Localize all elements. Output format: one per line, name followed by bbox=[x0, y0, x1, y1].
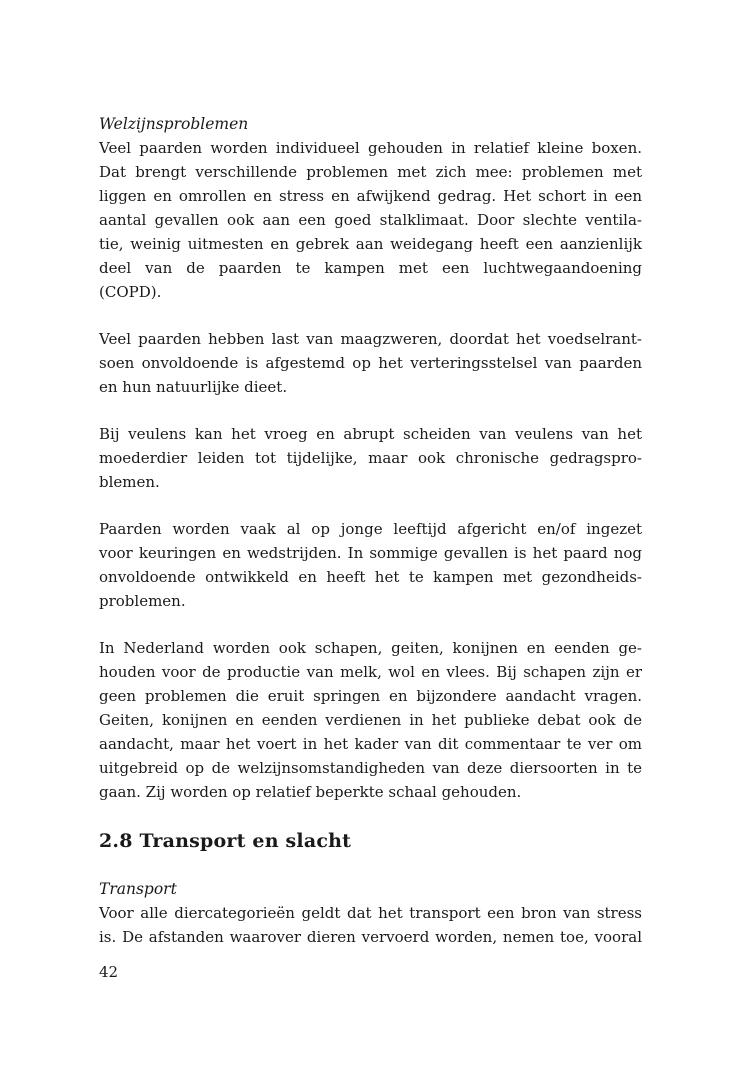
text-line: moederdier leiden tot tijdelijke, maar ook chronische gedragspro- bbox=[99, 449, 642, 467]
text-line: tie, weinig uitmesten en gebrek aan weidegang heeft een aanzienlijk bbox=[99, 235, 642, 253]
text-line: Bij veulens kan het vroeg en abrupt scheiden van veulens van het bbox=[99, 425, 642, 443]
paragraph-housing-problems bbox=[99, 136, 642, 304]
text-line: deel van de paarden te kampen met een luchtwegaandoening bbox=[99, 259, 642, 277]
text-line: Voor alle diercategorieën geldt dat het transport een bron van stress bbox=[99, 904, 642, 922]
text-line: Geiten, konijnen en eenden verdienen in het publieke debat ook de bbox=[99, 711, 642, 729]
text-line: aandacht, maar het voert in het kader van dit commentaar te ver om bbox=[99, 735, 642, 753]
text-line: problemen. bbox=[99, 592, 186, 610]
text-line: en hun natuurlijke dieet. bbox=[99, 378, 288, 396]
paragraph-foal-weaning bbox=[99, 422, 642, 494]
text-line: gaan. Zij worden op relatief beperkte schaal gehouden. bbox=[99, 783, 522, 801]
paragraph-young-training bbox=[99, 517, 642, 613]
text-line: houden voor de productie van melk, wol en vlees. Bij schapen zijn er bbox=[99, 663, 642, 681]
text-line: Dat brengt verschillende problemen met zich mee: problemen met bbox=[99, 163, 642, 181]
section-heading-transport-en-slacht: 2.8 Transport en slacht bbox=[99, 830, 352, 852]
text-line: Paarden worden vaak al op jonge leeftijd afgericht en/of ingezet bbox=[99, 520, 642, 538]
text-line: Veel paarden worden individueel gehouden in relatief kleine boxen. bbox=[99, 139, 642, 157]
text-line: liggen en omrollen en stress en afwijkend gedrag. Het schort in een bbox=[99, 187, 642, 205]
page-number: 42 bbox=[99, 963, 119, 981]
text-line: aantal gevallen ook aan een goed stalklimaat. Door slechte ventila- bbox=[99, 211, 642, 229]
text-line: blemen. bbox=[99, 473, 160, 491]
subheading-welzijnsproblemen: Welzijnsproblemen bbox=[99, 115, 249, 133]
text-line: soen onvoldoende is afgestemd op het verteringsstelsel van paarden bbox=[99, 354, 642, 372]
paragraph-transport bbox=[99, 901, 642, 949]
text-line: is. De afstanden waarover dieren vervoerd worden, nemen toe, vooral bbox=[99, 928, 642, 946]
text-line: onvoldoende ontwikkeld en heeft het te kampen met gezondheids- bbox=[99, 568, 642, 586]
text-line: uitgebreid op de welzijnsomstandigheden van deze diersoorten in te bbox=[99, 759, 642, 777]
text-line: (COPD). bbox=[99, 283, 162, 301]
subheading-transport: Transport bbox=[99, 880, 177, 898]
text-line: voor keuringen en wedstrijden. In sommige gevallen is het paard nog bbox=[99, 544, 642, 562]
text-line: Veel paarden hebben last van maagzweren, doordat het voedselrant- bbox=[99, 330, 642, 348]
paragraph-stomach-ulcers bbox=[99, 327, 642, 399]
paragraph-other-species bbox=[99, 636, 642, 804]
text-line: geen problemen die eruit springen en bijzondere aandacht vragen. bbox=[99, 687, 642, 705]
text-line: In Nederland worden ook schapen, geiten, konijnen en eenden ge- bbox=[99, 639, 642, 657]
text-block bbox=[99, 112, 642, 949]
